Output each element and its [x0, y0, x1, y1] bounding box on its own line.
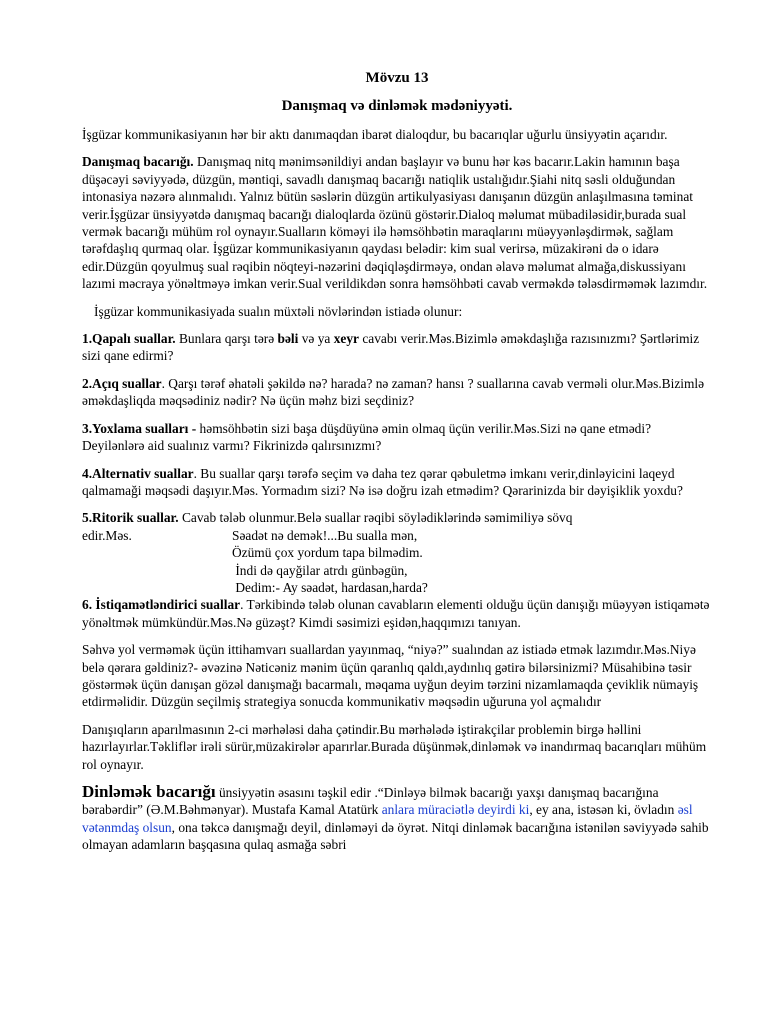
stage-text: Danışıqların aparılmasının 2-ci mərhələsi daha çətindir.Bu mərhələdə iştirakçilar problemin birgə həllini hazırlayırlar.Təkliflər irəli sürür,müzakirələr aparırlar.Burada düşünmək,dinləmək və inandırmaq bacarıqları mühüm rol oynayır.: [82, 721, 707, 772]
error-text-b: Müsahibinə təsir göstərmək üçün danışan gözəl danışmağı bacarmalı, məqama uyğun deyim tərzini nizamlamaqda çeviklik nümayiş etdirməlidir. Düzgün seçilmiş strategiya sonucda kommunikativ məqsədin uğuruna yol açmalıdır: [82, 659, 699, 710]
poem-line-4: Dedim:- Ay səadət, hardasan,harda?: [232, 579, 428, 595]
q2-text: . Qarşı tərəf əhatəli şəkildə nə? harada? nə zaman? hansı ? suallarına cavab verməli olur.Məs.Bizimlə əməkdaşliqda məqsədiniz nədir? Nə üçün məhz bizi seçdiniz?: [82, 375, 705, 409]
stage-paragraph: [82, 721, 712, 773]
question-type-5: [82, 509, 712, 526]
listening-text-b: , ey ana, istəsən ki, övladın: [529, 802, 678, 818]
listening-text-a: ünsiyyətin əsasını təşkil edir .“Dinləyə bilmək bacarığı yaxşı danışmaq bacarığına bərabərdir” (Ə.M.Bəhmənyar). Mustafa Kamal Atatürk: [82, 785, 659, 818]
poem-line-3: İndi də qayğilar atrdı günbəgün,: [232, 562, 408, 578]
error-text-a: Səhvə yol verməmək üçün ittihamvarı suallardan yayınmaq, “niyə?” sualından az istiadə etmək lazımdır.Məs.Niyə belə qərara gəldiniz?- əvəzinə Nəticəniz mənim üçün qaranlıq qaldı,aydınlıq gətirə bilərsinizmi?: [82, 642, 696, 675]
speaking-text: Danışmaq nitq mənimsənildiyi andan başlayır və bunu hər kəs bacarır.Lakin hamının başa düşəcəyi səviyyədə, düzgün, məntiqi, savadlı danışmaq bacarığı natiqlik ustalığıdır.Şiahi nitq səsli olduğundan intonasiya nəzərə alınmalıdı. Yalnız bütün səslərin düzgün artikulyasiyası danışanın düzgün anlaşılmasına təminat verir.İşgüzar ünsiyyətdə danışmaq bacarığı dialoqlarda özünü göstərir.Dialoq məlumat mübadiləsidir,burada sual vermək bacarığı mühüm rol oynayır.Sualların köməyi ilə həmsöhbətin maraqlarını müəyyənləşdirmək, sağlam tərəfdaşlıq qurmaq olar. İşgüzar kommunikasiyanın qaydası belədir: kim sual verirsə, müzakirəni də o idarə edir.Düzgün qoyulmuş sual rəqibin nöqteyi-nəzərini dəqiqləşdirməyə, ondan əlavə məlumat almağa,diskussiyanı lazımi məcraya yönəltməyə imkan verir.Sual verildikdən sonra həmsöhbəti cavab verməkdə tələsdirməmək lazımdır.: [82, 154, 708, 292]
types-intro: [82, 303, 712, 320]
q1-text-b: və ya: [298, 331, 334, 347]
q1-no: xeyr: [333, 331, 359, 347]
q5-lead: edir.Məs.: [82, 527, 132, 543]
question-type-6: [82, 596, 712, 631]
intro-text: İşgüzar kommunikasiyanın hər bir aktı danımaqdan ibarət dialoqdur, bu bacarıqlar uğurlu ünsiyyətin açarıdır.: [82, 127, 668, 142]
intro-paragraph: [82, 126, 712, 143]
listening-link-1[interactable]: anlara müraciətlə deyirdi ki: [381, 802, 530, 818]
question-type-4: [82, 465, 712, 500]
speaking-heading: Danışmaq bacarığı.: [82, 154, 194, 170]
question-type-3: [82, 420, 712, 455]
poem-block: [82, 527, 712, 597]
types-intro-text: İşgüzar kommunikasiyada sualın müxtəli növlərindən istiadə olunur:: [94, 303, 463, 319]
q1-yes: bəli: [277, 331, 299, 347]
q2-heading: 2.Açıq suallar: [82, 375, 162, 391]
listening-link-2[interactable]: əsl vətənmdaş olsun: [82, 802, 693, 835]
document-title: Mövzu 13: [365, 70, 429, 86]
q4-text: . Bu suallar qarşı tərəfə seçim və daha tez qərar qəbuletmə imkanı verir,dinləyicini laqeyd qalmamaği məqsədi daşıyır.Məs. Yormadım sizi? Nə isə doğru izah etmədim? Qərarinizda bir dəyişiklik yoxdu?: [82, 465, 683, 498]
listening-text-c: , ona təkcə danışmağı deyil, dinləməyi də öyrət. Nitqi dinləmək bacarığına istənilən səviyyədə sahib olmayan adamların başqasına qulaq asmağa səbri: [82, 819, 709, 853]
q5-text: Cavab tələb olunmur.Belə suallar rəqibi söylədiklərində səmimiliyə sövq: [178, 510, 573, 526]
q4-heading: 4.Alternativ suallar: [82, 465, 194, 481]
q5-heading: 5.Ritorik suallar.: [82, 510, 179, 526]
document-page: [82, 68, 712, 864]
listening-heading: Dinləmək bacarığı: [82, 782, 216, 801]
q1-text-c: cavabı verir.Məs.Bizimlə əməkdaşlığa razısınızmı? Şərtlərimiz sizi qane edirmi?: [82, 331, 700, 364]
q1-text-a: Bunlara qarşı tərə: [175, 331, 278, 347]
error-paragraph: [82, 641, 712, 711]
q6-heading: 6. İstiqamətləndirici suallar: [82, 597, 241, 613]
q3-heading: 3.Yoxlama sualları -: [82, 420, 197, 436]
q3-text: həmsöhbətin sizi başa düşdüyünə əmin olmaq üçün verilir.Məs.Sizi nə qane etmədi? Deyilənlərə aid sualınız varmı? Fikrinizdə qalırsınızmı?: [82, 420, 652, 454]
question-type-2: [82, 375, 712, 410]
q6-text: . Tərkibində tələb olunan cavabların elementi olduğu üçün danışığı müəyyən istiqamətə yönəltmək mümkündür.Məs.Nə güzəşt? Kimdi səsimizi eşidən,haqqımızı tanıyan.: [82, 597, 710, 630]
q1-heading: 1.Qapalı suallar.: [82, 331, 176, 347]
speaking-paragraph: [82, 153, 712, 292]
question-type-1: [82, 330, 712, 365]
listening-paragraph: [82, 783, 712, 854]
poem-line-2: Özümü çox yordum tapa bilmədim.: [232, 545, 423, 561]
document-subtitle: Danışmaq və dinləmək mədəniyyəti.: [281, 98, 513, 114]
poem-line-1: Səadət nə deməkǃ...Bu sualla mən,: [232, 527, 418, 543]
